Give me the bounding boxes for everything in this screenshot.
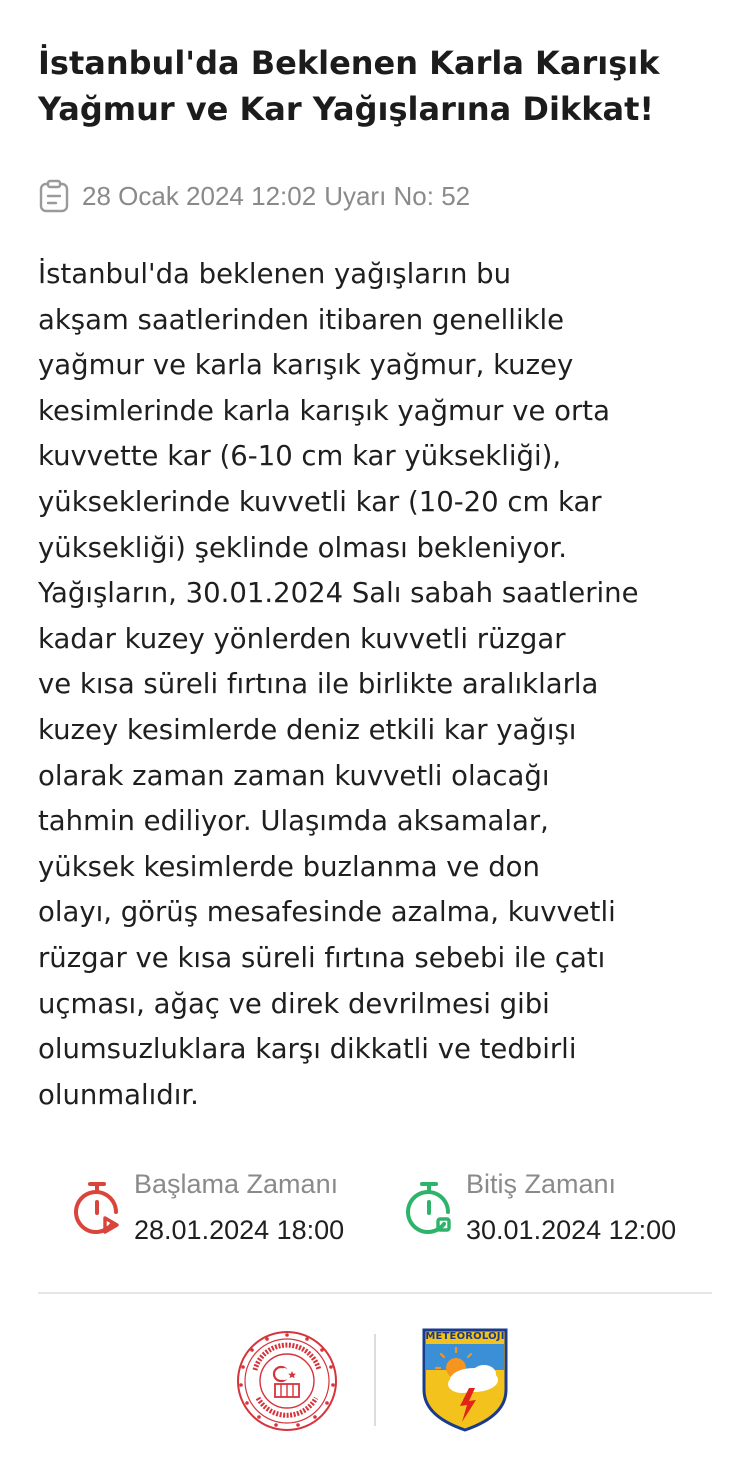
- warning-number: Uyarı No: 52: [324, 180, 471, 211]
- meteoroloji-logo-text: METEOROLOJİ: [425, 1331, 505, 1342]
- logo-divider: [374, 1334, 376, 1426]
- alert-meta: [38, 178, 470, 214]
- start-time: [72, 1166, 344, 1248]
- start-time-label: Başlama Zamanı: [134, 1169, 339, 1199]
- end-time-value: 30.01.2024 12:00: [466, 1215, 677, 1245]
- footer-divider: [38, 1292, 712, 1294]
- end-time: [404, 1166, 676, 1248]
- start-time-value: 28.01.2024 18:00: [134, 1215, 345, 1245]
- alert-body: İstanbul'da beklenen yağışların bu akşam saatlerinden itibaren genellikle yağmur ve karla karışık yağmur, kuzey kesimlerinde karla karışık yağmur ve orta kuvvette kar (6-10 cm kar yüksekliği), yükseklerinde kuvvetli kar (10-20 cm kar yüksekliği) şeklinde olması bekleniyor. Yağışların, 30.01.2024 Salı sabah saatlerine kadar kuzey yönlerden kuvvetli rüzgar ve kısa süreli fırtına ile birlikte aralıklarla kuzey kesimlerde deniz etkili kar yağışı olarak zaman zaman kuvvetli olacağı tahmin ediliyor. Ulaşımda aksamalar, yüksek kesimlerde buzlanma ve don olayı, görüş mesafesinde azalma, kuvvetli rüzgar ve kısa süreli fırtına sebebi ile çatı uçması, ağaç ve direk devrilmesi gibi olumsuzluklara karşı dikkatli ve tedbirli olunmalıdır.: [38, 258, 639, 1111]
- ministry-seal-logo: [236, 1330, 338, 1432]
- stopwatch-play-icon: [72, 1180, 122, 1236]
- alert-date: 28 Ocak 2024 12:02: [82, 180, 317, 211]
- clipboard-icon: [38, 179, 70, 213]
- alert-title: İstanbul'da Beklenen Karla Karışık Yağmur ve Kar Yağışlarına Dikkat!: [38, 44, 660, 128]
- stopwatch-stop-icon: [404, 1180, 454, 1236]
- meteoroloji-logo: [420, 1328, 510, 1432]
- end-time-label: Bitiş Zamanı: [466, 1169, 617, 1199]
